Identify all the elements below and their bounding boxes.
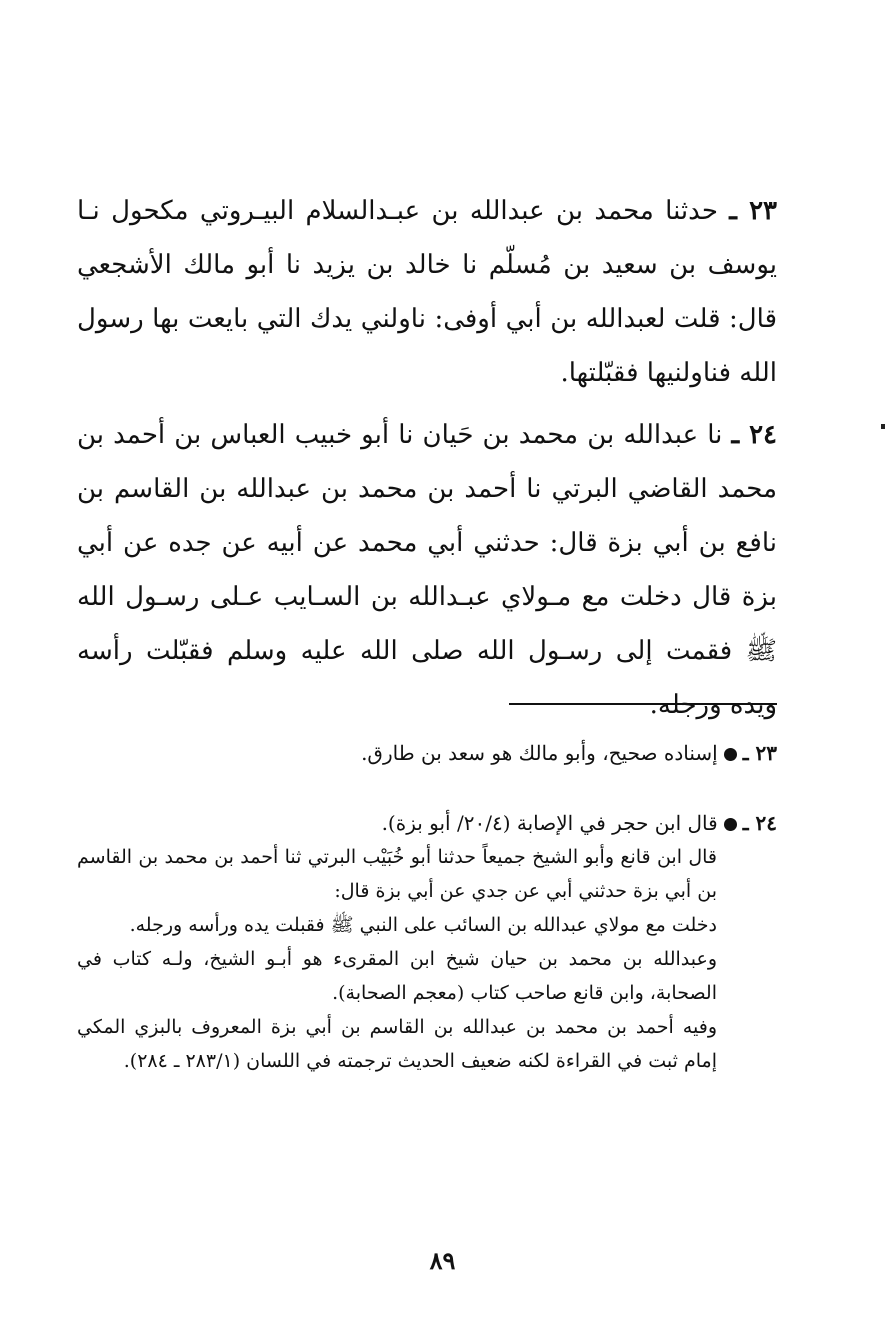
footnote-line: وفيه أحمد بن محمد بن عبدالله بن القاسم بن أبي بزة المعروف بالبزي المكي إمام ثبت في القراءة لكنه ضعيف الحديث ترجمته في اللسان (٢٨٣/١ ـ ٢٨٤). <box>77 1016 717 1072</box>
footnote-23 <box>77 736 777 770</box>
bullet-icon <box>724 748 737 761</box>
footnote-text: إسناده صحيح، وأبو مالك هو سعد بن طارق. <box>361 741 718 765</box>
page-number: ٨٩ <box>429 1246 456 1275</box>
hadith-text: حدثنا محمد بن عبدالله بن عبـدالسلام البيـروتي مكحول نـا يوسف بن سعيد بن مُسلّم نا خالد بن يزيد نا أبو مالك الأشجعي قال: قلت لعبدالله بن أبي أوفى: ناولني يدك التي بايعت بها رسول الله فناولنيها فقبّلتها. <box>77 196 778 388</box>
footnote-head <box>77 806 777 840</box>
hadith-number: ٢٣ ـ <box>729 196 778 226</box>
footnote-separator <box>509 703 777 705</box>
hadith-paragraph-24 <box>77 408 777 732</box>
bullet-icon <box>724 818 737 831</box>
footnote-line: وعبدالله بن محمد بن حيان شيخ ابن المقرىء هو أبـو الشيخ، ولـه كتاب في الصحابة، وابن قانع صاحب كتاب (معجم الصحابة). <box>77 948 717 1004</box>
scan-mark <box>881 424 885 429</box>
footnote-line: دخلت مع مولاي عبدالله بن السائب على النبي ﷺ فقبلت يده ورأسه ورجله. <box>129 914 717 936</box>
footnote-head <box>77 736 777 770</box>
footnote-body <box>77 840 717 1078</box>
footnote-24 <box>77 806 777 1078</box>
hadith-number: ٢٤ ـ <box>731 420 778 450</box>
footnote-number: ٢٤ ـ <box>742 811 777 835</box>
footnote-text: قال ابن حجر في الإصابة (٢٠/٤/ أبو بزة). <box>381 811 718 835</box>
footnote-number: ٢٣ ـ <box>742 741 777 765</box>
footnote-line: قال ابن قانع وأبو الشيخ جميعاً حدثنا أبو خُبَيْب البرتي ثنا أحمد بن محمد بن القاسم بن أبي بزة حدثني أبي عن جدي عن أبي بزة قال: <box>77 846 717 902</box>
hadith-paragraph-23 <box>77 184 777 400</box>
hadith-text: نا عبدالله بن محمد بن حَيان نا أبو خبيب العباس بن أحمد بن محمد القاضي البرتي نا أحمد بن محمد بن عبدالله بن القاسم بن نافع بن أبي بزة قال: حدثني أبي محمد عن أبيه عن جده عن أبي بزة قال دخلت مع مـولاي عبـدالله بن السـايب عـلى رسـول الله ﷺ فقمت إلى رسـول الله صلى الله عليه وسلم فقبّلت رأسه ويده ورجله. <box>77 420 777 720</box>
